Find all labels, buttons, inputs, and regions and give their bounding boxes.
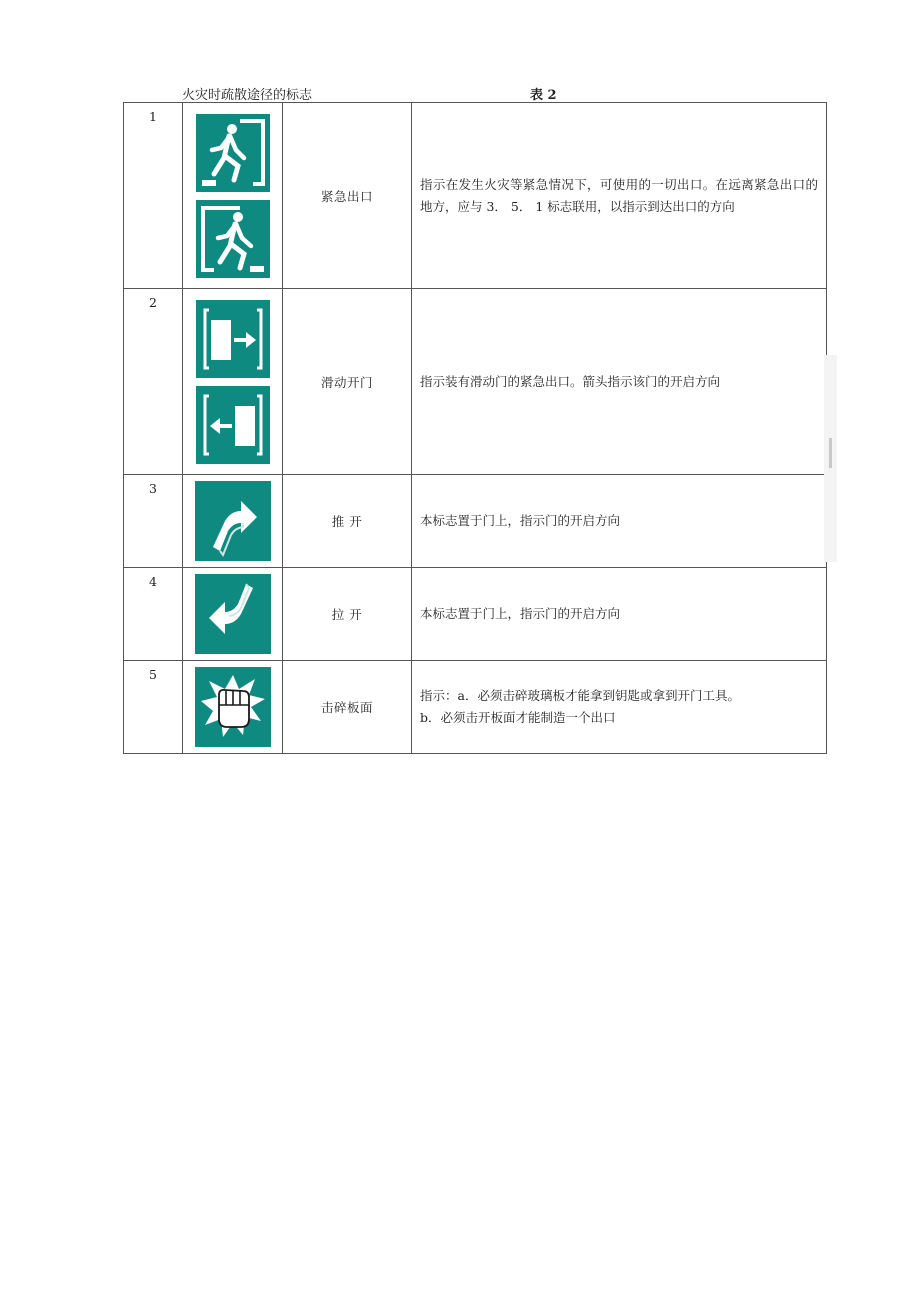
exit-running-man-icon [196, 200, 270, 278]
row-number: 2 [124, 289, 183, 475]
table-row [124, 103, 827, 289]
caption-right: 表 2 [530, 88, 557, 103]
signs-table [123, 102, 827, 754]
table-row [124, 661, 827, 754]
table-row [124, 289, 827, 475]
sign-cell [183, 289, 283, 475]
description-line: 指示：a．必须击碎玻璃板才能拿到钥匙或拿到开门工具。 [420, 688, 740, 703]
caption-left: 火灾时疏散途径的标志 [182, 88, 313, 103]
sign-description: 本标志置于门上，指示门的开启方向 [412, 475, 827, 568]
sign-cell [183, 103, 283, 289]
sign-description: 指示在发生火灾等紧急情况下，可使用的一切出口。在远离紧急出口的地方，应与 3． 5． 1 标志联用，以指示到达出口的方向 [412, 103, 827, 289]
exit-running-man-icon [196, 114, 270, 192]
sign-cell [183, 475, 283, 568]
sliding-door-right-icon [196, 300, 270, 378]
side-scroll-thumb [829, 438, 832, 468]
sign-description: 指示装有滑动门的紧急出口。箭头指示该门的开启方向 [412, 289, 827, 475]
sign-name: 击碎板面 [283, 661, 412, 754]
description-line: b．必须击开板面才能制造一个出口 [420, 710, 616, 725]
pull-arrow-icon [195, 574, 271, 654]
row-number: 3 [124, 475, 183, 568]
sign-name: 滑动开门 [283, 289, 412, 475]
row-number: 4 [124, 568, 183, 661]
sign-cell [183, 661, 283, 754]
break-glass-fist-icon [195, 667, 271, 747]
sign-name: 拉 开 [283, 568, 412, 661]
table-row [124, 568, 827, 661]
sign-name: 推 开 [283, 475, 412, 568]
sign-description [412, 661, 827, 754]
row-number: 5 [124, 661, 183, 754]
sliding-door-left-icon [196, 386, 270, 464]
sign-name: 紧急出口 [283, 103, 412, 289]
table-row [124, 475, 827, 568]
sign-description: 本标志置于门上，指示门的开启方向 [412, 568, 827, 661]
row-number: 1 [124, 103, 183, 289]
push-arrow-icon [195, 481, 271, 561]
sign-cell [183, 568, 283, 661]
